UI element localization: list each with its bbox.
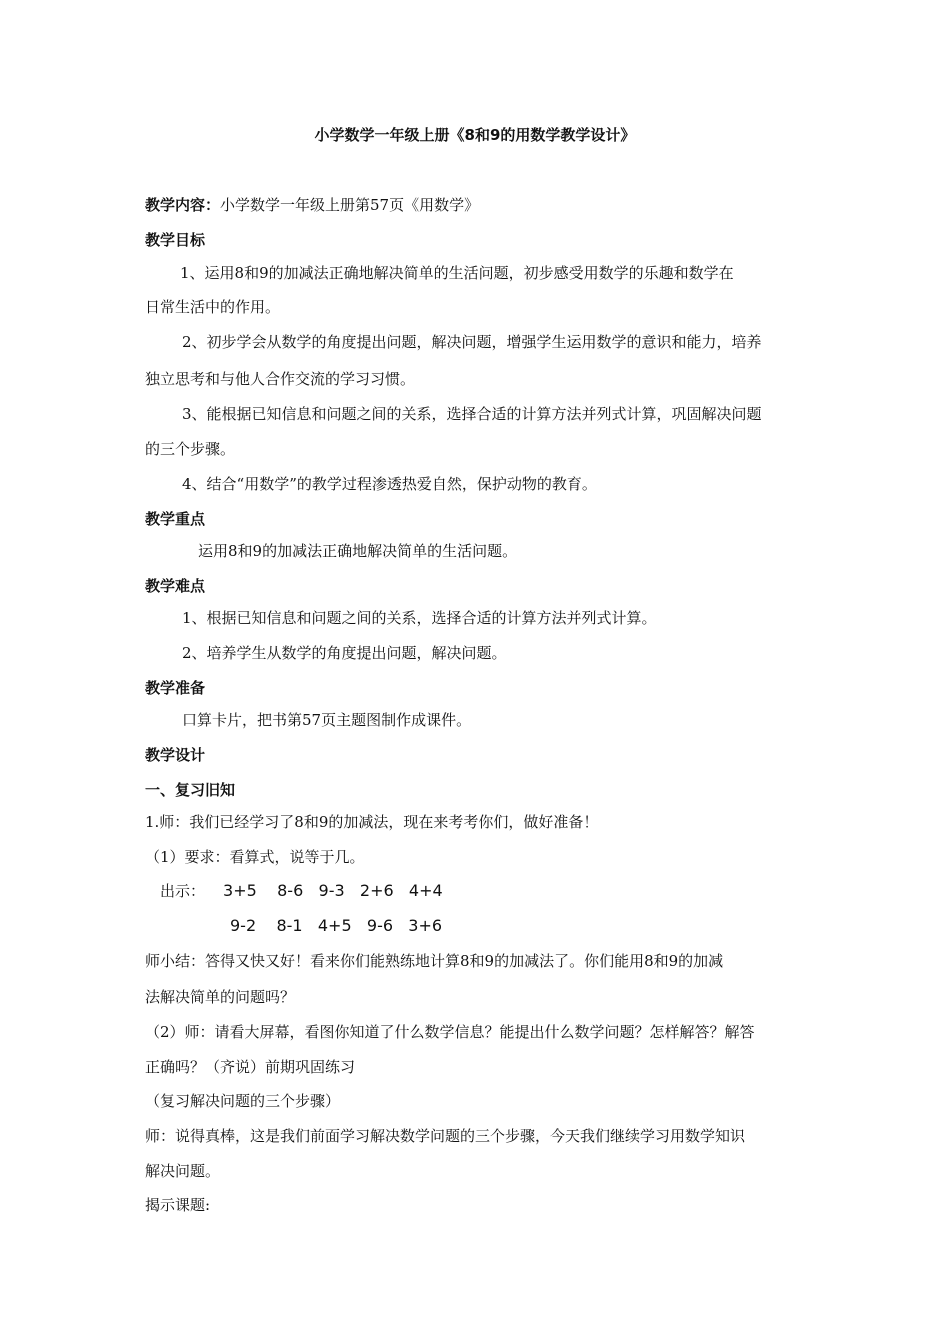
difficulty-heading: 教学难点 — [145, 577, 206, 595]
expressions-row-1 — [160, 880, 443, 902]
teaching-content-text: 小学数学一年级上册第57页《用数学》 — [220, 196, 480, 214]
goal-2-line-1: 2、初步学会从数学的角度提出问题，解决问题，增强学生运用数学的意识和能力，培养 — [182, 333, 762, 351]
goal-3-line-1: 3、能根据已知信息和问题之间的关系，选择合适的计算方法并列式计算，巩固解决问题 — [182, 405, 762, 423]
document-title: 小学数学一年级上册《8和9的用数学教学设计》 — [314, 126, 636, 144]
praise-line-2: 解决问题。 — [145, 1162, 221, 1180]
goal-4: 4、结合“用数学”的教学过程渗透热爱自然，保护动物的教育。 — [182, 475, 597, 493]
teaching-content-line — [145, 194, 479, 216]
requirement-1: （1）要求：看算式，说等于几。 — [145, 848, 365, 866]
question-2-line-2: 正确吗？（齐说）前期巩固练习 — [145, 1058, 356, 1076]
praise-line-1: 师：说得真棒，这是我们前面学习解决数学问题的三个步骤，今天我们继续学习用数学知识 — [145, 1127, 746, 1145]
goal-1-line-2: 日常生活中的作用。 — [145, 298, 281, 316]
prep-text: 口算卡片，把书第57页主题图制作成课件。 — [182, 711, 472, 729]
summary-line-1: 师小结：答得又快又好！看来你们能熟练地计算8和9的加减法了。你们能用8和9的加减 — [145, 952, 724, 970]
focus-text: 运用8和9的加减法正确地解决简单的生活问题。 — [198, 542, 518, 560]
reveal-topic: 揭示课题: — [145, 1196, 211, 1214]
teaching-content-label: 教学内容： — [145, 196, 221, 214]
section-1-heading: 一、复习旧知 — [145, 781, 236, 799]
teacher-prompt-1: 1.师：我们已经学习了8和9的加减法，现在来考考你们，做好准备！ — [145, 813, 599, 831]
goals-heading: 教学目标 — [145, 231, 206, 249]
goal-2-line-2: 独立思考和与他人合作交流的学习习惯。 — [145, 370, 416, 388]
prep-heading: 教学准备 — [145, 679, 206, 697]
expressions-row-1-text: 3+5 8-6 9-3 2+6 4+4 — [223, 881, 443, 900]
goal-1-line-1: 1、运用8和9的加减法正确地解决简单的生活问题，初步感受用数学的乐趣和数学在 — [180, 264, 734, 282]
difficulty-1: 1、根据已知信息和问题之间的关系，选择合适的计算方法并列式计算。 — [182, 609, 657, 627]
summary-line-2: 法解决简单的问题吗？ — [145, 988, 296, 1006]
difficulty-2: 2、培养学生从数学的角度提出问题，解决问题。 — [182, 644, 507, 662]
expressions-row-2: 9-2 8-1 4+5 9-6 3+6 — [230, 916, 443, 935]
review-steps: （复习解决问题的三个步骤） — [145, 1092, 341, 1110]
design-heading: 教学设计 — [145, 746, 206, 764]
show-label: 出示： — [160, 882, 206, 900]
question-2-line-1: （2）师：请看大屏幕，看图你知道了什么数学信息？能提出什么数学问题？怎样解答？解答 — [145, 1023, 755, 1041]
goal-3-line-2: 的三个步骤。 — [145, 440, 236, 458]
focus-heading: 教学重点 — [145, 510, 206, 528]
